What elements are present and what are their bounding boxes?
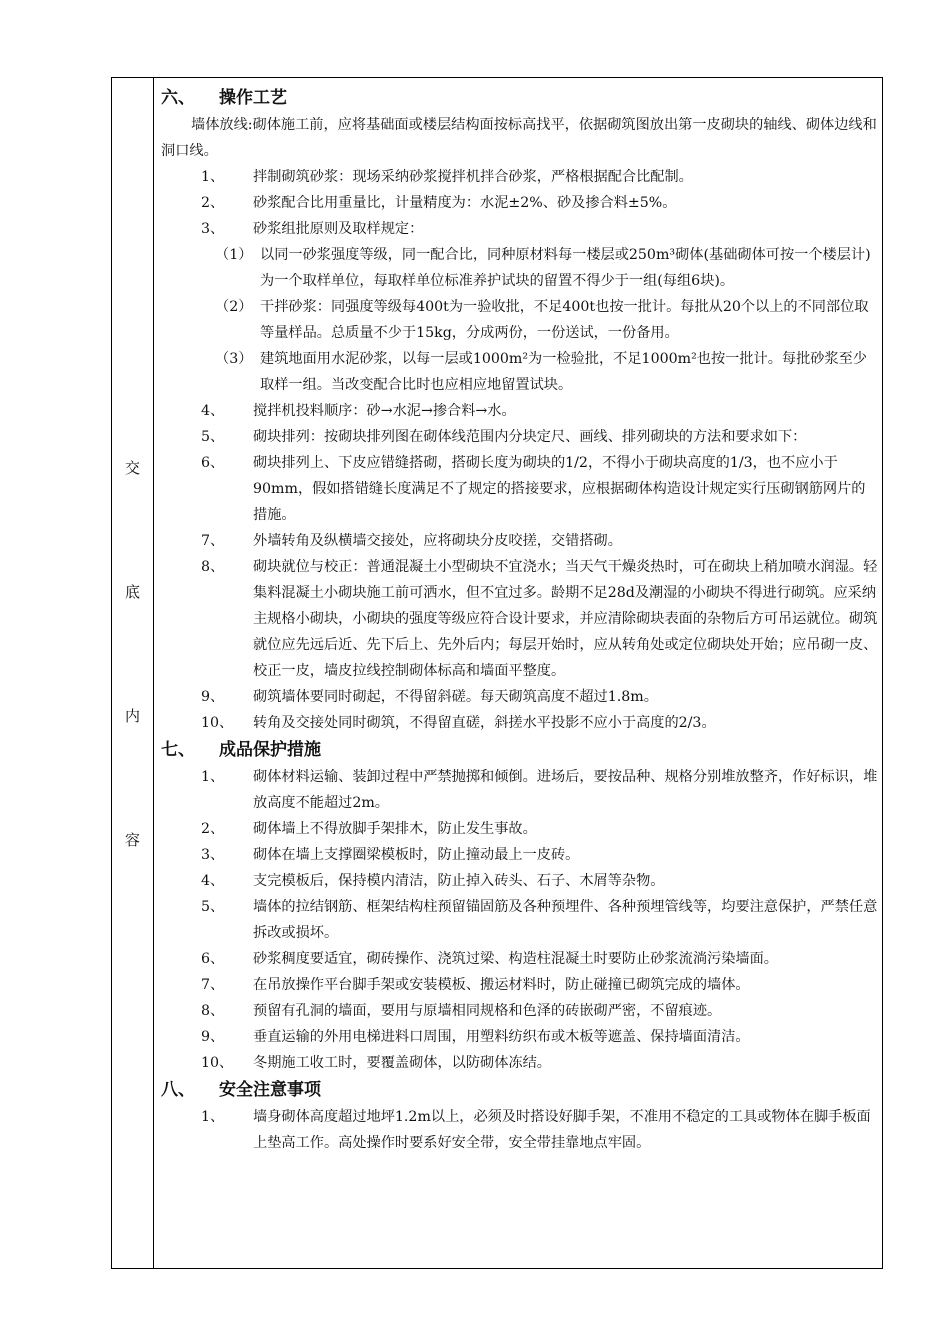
section-number: 八、 [161, 1080, 195, 1100]
intro-paragraph: 墙体放线:砌体施工前，应将基础面或楼层结构面按标高找平，依据砌筑图放出第一皮砌块的轴线、砌体边线和洞口线。 [161, 117, 877, 159]
section-heading-6 [161, 84, 879, 112]
list-item: 5、 砌块排列：按砌块排列图在砌体线范围内分块定尺、画线、排列砌块的方法和要求如下： [201, 429, 807, 445]
side-label-char: 底 [124, 583, 140, 601]
side-label-char: 内 [124, 707, 140, 725]
list-item: 10、 转角及交接处同时砌筑，不得留直磋，斜搓水平投影不应小于高度的2/3。 [201, 715, 716, 731]
list-item: 6、 砌块排列上、下皮应错缝搭砌，搭砌长度为砌块的1/2，不得小于砌块高度的1/3，也不应小于90mm，假如搭错缝长度满足不了规定的搭接要求，应根据砌体构造设计规定实行压砌钢筋网片的措施。 [201, 455, 866, 523]
list-item: 3、 砂浆组批原则及取样规定： [201, 221, 424, 237]
sub-list-item: （2） 干拌砂浆：同强度等级每400t为一验收批，不足400t也按一批计。每批从20个以上的不同部位取等量样品。总质量不少于15kg，分成两份，一份送试，一份备用。 [215, 299, 869, 341]
side-label-char: 交 [124, 459, 140, 477]
list-item: 6、 砂浆稠度要适宜，砌砖操作、浇筑过梁、构造柱混凝土时要防止砂浆流淌污染墙面。 [201, 951, 778, 967]
section-number: 六、 [161, 88, 195, 108]
sub-list-item: （3） 建筑地面用水泥砂浆，以每一层或1000m²为一检验批，不足1000m²也按一批计。每批砂浆至少取样一组。当改变配合比时也应相应地留置试块。 [215, 351, 868, 393]
list-item: 8、 预留有孔洞的墙面，要用与原墙相同规格和色泽的砖嵌砌严密，不留痕迹。 [201, 1003, 722, 1019]
section-heading-7 [161, 736, 879, 764]
list-item: 1、 墙身砌体高度超过地坪1.2m以上，必须及时搭设好脚手架，不准用不稳定的工具或物体在脚手板面上垫高工作。高处操作时要系好安全带，安全带挂靠地点牢固。 [201, 1109, 871, 1151]
section-title: 安全注意事项 [219, 1080, 321, 1100]
list-item: 7、 外墙转角及纵横墙交接处，应将砌块分皮咬搓，交错搭砌。 [201, 533, 622, 549]
document-content [161, 84, 879, 1156]
list-item: 4、 支完模板后，保持模内清洁，防止掉入砖头、石子、木屑等杂物。 [201, 873, 665, 889]
list-item: 8、 砌块就位与校正：普通混凝土小型砌块不宜浇水；当天气干燥炎热时，可在砌块上稍加喷水润湿。轻集料混凝土小砌块施工前可洒水，但不宜过多。龄期不足28d及潮湿的小砌块不得进行砌筑。应采纳主规格小砌块，小砌块的强度等级应符合设计要求，并应清除砌块表面的杂物后方可吊运就位。砌筑就位应先远后近、先下后上、先外后内；每层开始时，应从转角处或定位砌块处开始；应吊砌一皮、校正一皮，墙皮拉线控制砌体标高和墙面平整度。 [201, 559, 878, 679]
list-item: 3、 砌体在墙上支撑圈梁模板时，防止撞动最上一皮砖。 [201, 847, 580, 863]
list-item: 7、 在吊放操作平台脚手架或安装模板、搬运材料时，防止碰撞已砌筑完成的墙体。 [201, 977, 750, 993]
list-item: 2、 砂浆配合比用重量比，计量精度为：水泥±2%、砂及掺合料±5%。 [201, 195, 677, 211]
list-item: 1、 拌制砌筑砂浆：现场采纳砂浆搅拌机拌合砂浆，严格根据配合比配制。 [201, 169, 693, 185]
list-item: 9、 垂直运输的外用电梯进料口周围，用塑料纺织布或木板等遮盖、保持墙面清洁。 [201, 1029, 750, 1045]
document-table [111, 77, 883, 1269]
section-number: 七、 [161, 740, 195, 760]
list-item: 4、 搅拌机投料顺序：砂→水泥→掺合料→水。 [201, 403, 516, 419]
column-divider [153, 78, 154, 1268]
list-item: 2、 砌体墙上不得放脚手架排木，防止发生事故。 [201, 821, 537, 837]
list-item: 9、 砌筑墙体要同时砌起，不得留斜磋。每天砌筑高度不超过1.8m。 [201, 689, 658, 705]
list-item: 5、 墙体的拉结钢筋、框架结构柱预留锚固筋及各种预埋件、各种预埋管线等，均要注意保护，严禁任意拆改或损坏。 [201, 899, 878, 941]
list-item: 10、 冬期施工收工时，要覆盖砌体，以防砌体冻结。 [201, 1055, 551, 1071]
list-item: 1、 砌体材料运输、装卸过程中严禁抛掷和倾倒。进场后，要按品种、规格分别堆放整齐，作好标识，堆放高度不能超过2m。 [201, 769, 878, 811]
side-label-char: 容 [124, 831, 140, 849]
section-title: 成品保护措施 [219, 740, 321, 760]
section-title: 操作工艺 [219, 88, 287, 108]
sub-list-item: （1） 以同一砂浆强度等级，同一配合比，同种原材料每一楼层或250m³砌体(基础砌体可按一个楼层计)为一个取样单位，每取样单位标准养护试块的留置不得少于一组(每组6块)。 [215, 247, 871, 289]
section-heading-8 [161, 1076, 879, 1104]
